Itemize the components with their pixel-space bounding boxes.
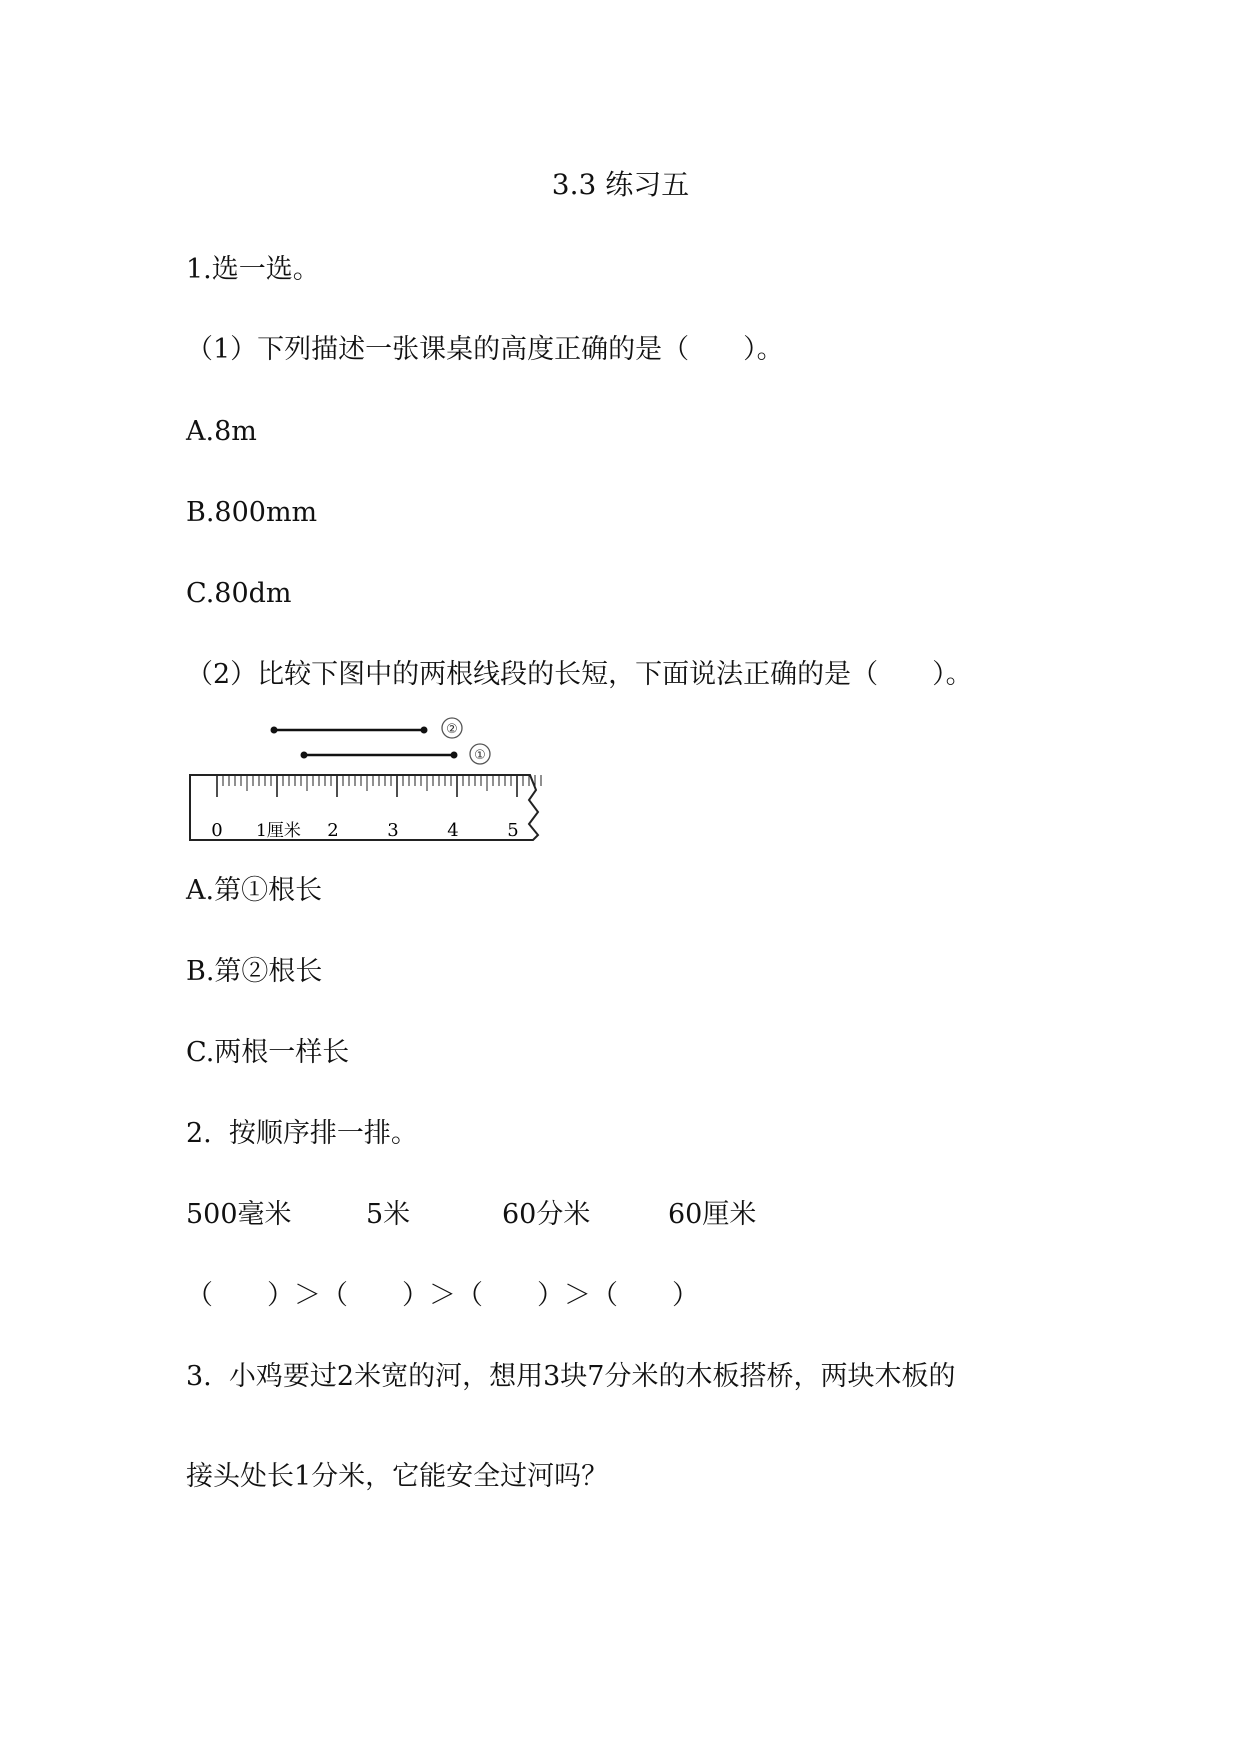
ruler-number-3: 3: [387, 820, 399, 841]
segment-2-label: ②: [446, 722, 458, 737]
q2-item-2: 5米: [366, 1199, 411, 1230]
segment-1-label: ①: [474, 748, 486, 763]
q1-part1-option-b: B.800mm: [186, 497, 318, 528]
segment-2-end-dot: [421, 727, 428, 734]
q2-item-3: 60分米: [502, 1199, 591, 1230]
ruler-number-4: 4: [447, 820, 459, 841]
q1-part2-stem: （2）比较下图中的两根线段的长短，下面说法正确的是（ ）。: [186, 659, 973, 690]
q2-item-4: 60厘米: [668, 1199, 757, 1230]
q2-item-1: 500毫米: [186, 1199, 292, 1230]
q2-heading: 2. 按顺序排一排。: [186, 1118, 418, 1149]
ruler-number-5: 5: [507, 820, 519, 841]
ruler-number-2: 2: [327, 820, 339, 841]
ruler-figure: [186, 712, 556, 858]
q3-text-line1: 3. 小鸡要过2米宽的河，想用3块7分米的木板搭桥，两块木板的: [186, 1361, 956, 1392]
q1-part2-option-c: C.两根一样长: [186, 1037, 350, 1068]
q1-part1-option-c: C.80dm: [186, 578, 292, 609]
q1-part2-option-b: B.第②根长: [186, 956, 323, 987]
q3-text-line2: 接头处长1分米，它能安全过河吗？: [186, 1461, 609, 1492]
q1-part1-stem: （1）下列描述一张课桌的高度正确的是（ ）。: [186, 334, 784, 365]
ruler-body: [190, 775, 538, 840]
ruler-number-0: 0: [211, 820, 223, 841]
page-title: 3.3 练习五: [551, 168, 690, 201]
q1-part2-option-a: A.第①根长: [186, 875, 323, 906]
q1-part1-option-a: A.8m: [186, 416, 257, 447]
q1-heading: 1.选一选。: [186, 254, 320, 285]
segment-1-start-dot: [301, 752, 308, 759]
segment-1-end-dot: [451, 752, 458, 759]
ruler-number-1: 1厘米: [256, 821, 301, 841]
q2-answer-blanks: （ ）＞（ ）＞（ ）＞（ ）: [186, 1280, 699, 1311]
segment-2-start-dot: [271, 727, 278, 734]
